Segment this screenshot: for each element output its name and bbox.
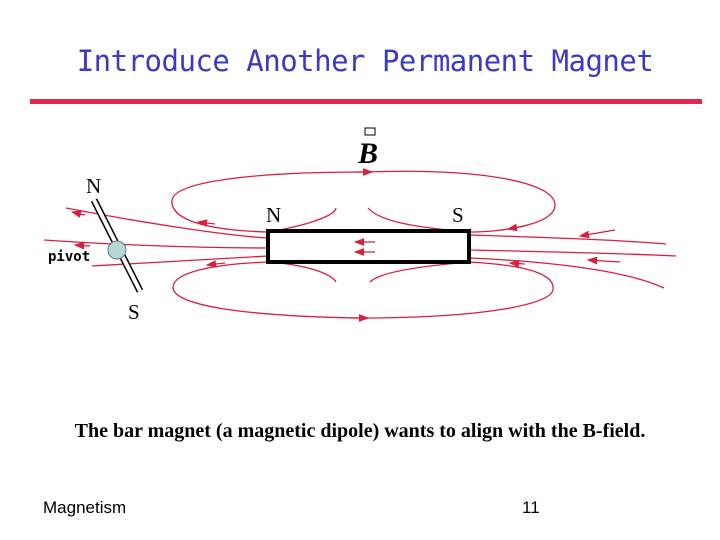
field-arrow [72,212,85,215]
field-line [470,258,664,288]
upper-field-loops [172,171,555,232]
field-line [470,250,676,256]
caption: The bar magnet (a magnetic dipole) wants to align with the B-field. [74,420,646,442]
compass-south-label: S [128,300,140,324]
compass-north-label: N [86,174,102,198]
field-arrow [75,245,90,246]
pivot-label: pivot [48,249,91,265]
page-number: 11 [522,498,540,517]
b-field-label [357,128,378,170]
field-arrow [588,260,620,262]
field-symbol: B [358,137,379,170]
field-line [470,235,666,244]
field-arrow [580,230,615,236]
slide-title: Introduce Another Permanent Magnet [76,44,654,78]
bar-magnet [268,231,469,262]
field-line [44,240,268,248]
field-arrow [508,226,525,229]
field-line [66,208,268,238]
field-arrow [207,263,225,265]
lower-field-loops [173,262,553,318]
long-field-lines [44,208,676,288]
field-arrow [510,263,525,264]
bar-magnet-south-label: S [452,203,464,227]
footer-topic: Magnetism [43,498,127,517]
field-direction-arrows [72,172,620,318]
pivot-point [108,241,126,259]
field-line [360,262,553,318]
field-line [268,262,336,282]
vector-arrow-icon [365,128,375,135]
bar-magnet-north-label: N [266,203,282,227]
field-line [370,262,470,282]
field-line [173,262,360,318]
